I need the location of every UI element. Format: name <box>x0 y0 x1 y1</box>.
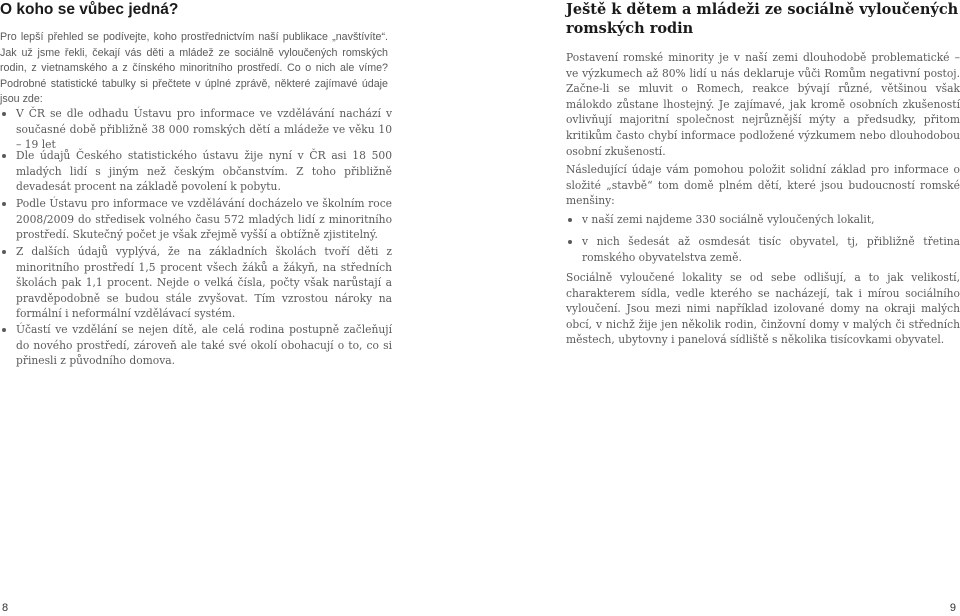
bullet-icon <box>2 328 6 332</box>
left-bullet-list <box>0 322 392 369</box>
list-item <box>566 234 960 265</box>
left-bullet-list <box>0 148 392 195</box>
left-bullet-list <box>0 106 392 153</box>
right-paragraph-3: Sociálně vyloučené lokality se od sebe odlišují, a to jak velikostí, charakterem sídla, vedle kterého se nacházejí, tak i mírou sociálního vyloučení. Jsou mezi nimi například izolované domy na okraji malých obcí, v nichž žije jen několik rodin, činžovní domy v malých či středních městech, ubytovny i panelová sídliště s několika tisícovkami obyvatel. <box>566 271 960 347</box>
right-paragraph-2: Následující údaje vám pomohou položit solidní základ pro informace o složité „stavbě“ tom domě plném dětí, které jsou budoucností romské menšiny: <box>566 163 960 208</box>
list-item <box>0 106 392 153</box>
page-number-left: 8 <box>2 602 9 614</box>
bullet-icon <box>2 154 6 158</box>
bullet-text: Z dalších údajů vyplývá, že na základních školách tvoří děti z minoritního prostředí 1,5 procent všech žáků a žákyň, na středních školách pak 1,1 procent. Nejde o velká čísla, počty však narůstají a pravděpodobně se budou stále zvyšovat. Tím vzrostou nároky na formální i neformální vzdělávací systém. <box>16 245 392 321</box>
bullet-icon <box>2 250 6 254</box>
bullet-icon <box>2 112 6 116</box>
left-bullet-list <box>0 196 392 243</box>
page-number-right: 9 <box>949 602 956 614</box>
left-intro-paragraph: Pro lepší přehled se podívejte, koho prostřednictvím naší publikace „navštívíte“. Jak už jsme řekli, čekají vás děti a mládež ze sociálně vyloučených romských rodin, z vietnamského a z čínského minoritního prostředí. Co o nich ale víme? Podrobné statistické tabulky si přečtete v úplné zprávě, některé zajímavé údaje jsou zde: <box>0 31 388 106</box>
right-bullet-list <box>566 212 960 228</box>
list-item <box>0 148 392 195</box>
bullet-text: Dle údajů Českého statistického ústavu žije nyní v ČR asi 18 500 mladých lidí s jiným než českým občanstvím. Z toho přibližně devadesát procent na základě povolení k pobytu. <box>16 149 392 194</box>
left-page-heading: O koho se vůbec jedná? <box>0 1 179 18</box>
right-page-heading: Ještě k dětem a mládeži ze sociálně vyloučených romských rodin <box>566 1 959 37</box>
left-bullet-list <box>0 244 392 322</box>
bullet-icon <box>2 202 6 206</box>
bullet-icon <box>568 240 572 244</box>
bullet-text: Podle Ústavu pro informace ve vzdělávání docházelo ve školním roce 2008/2009 do středisek volného času 572 mladých lidí z minoritního prostředí. Skutečný počet je však zřejmě vyšší a obtížně zjistitelný. <box>16 197 392 242</box>
bullet-text: v naší zemi najdeme 330 sociálně vyloučených lokalit, <box>582 213 875 226</box>
list-item <box>566 212 960 228</box>
right-bullet-list <box>566 234 960 265</box>
list-item <box>0 244 392 322</box>
list-item <box>0 196 392 243</box>
bullet-icon <box>568 218 572 222</box>
right-paragraph-1: Postavení romské minority je v naší zemi dlouhodobě problematické – ve výzkumech až 80% lidí u nás deklaruje vůči Romům negativní postoj. Začne-li se mluvit o Romech, reakce bývají různé, většinou však málokdo zůstane lhostejný. Je zajímavé, jak kromě osobních zkušeností ovlivňují majoritní společnost nejrůznější mýty a předsudky, přitom kritikům často chybí informace podložené výzkumem nebo dlouhodobou osobní zkušeností. <box>566 51 960 158</box>
bullet-text: V ČR se dle odhadu Ústavu pro informace ve vzdělávání nachází v současné době přibližně 38 000 romských dětí a mládeže ve věku 10 – 19 let <box>16 107 392 152</box>
list-item <box>0 322 392 369</box>
bullet-text: v nich šedesát až osmdesát tisíc obyvatel, tj, přibližně třetina romského obyvatelstva země. <box>582 235 960 264</box>
bullet-text: Účastí ve vzdělání se nejen dítě, ale celá rodina postupně začleňují do nového prostředí, zároveň ale také své okolí obohacují o to, co si přinesli z původního domova. <box>16 323 392 368</box>
